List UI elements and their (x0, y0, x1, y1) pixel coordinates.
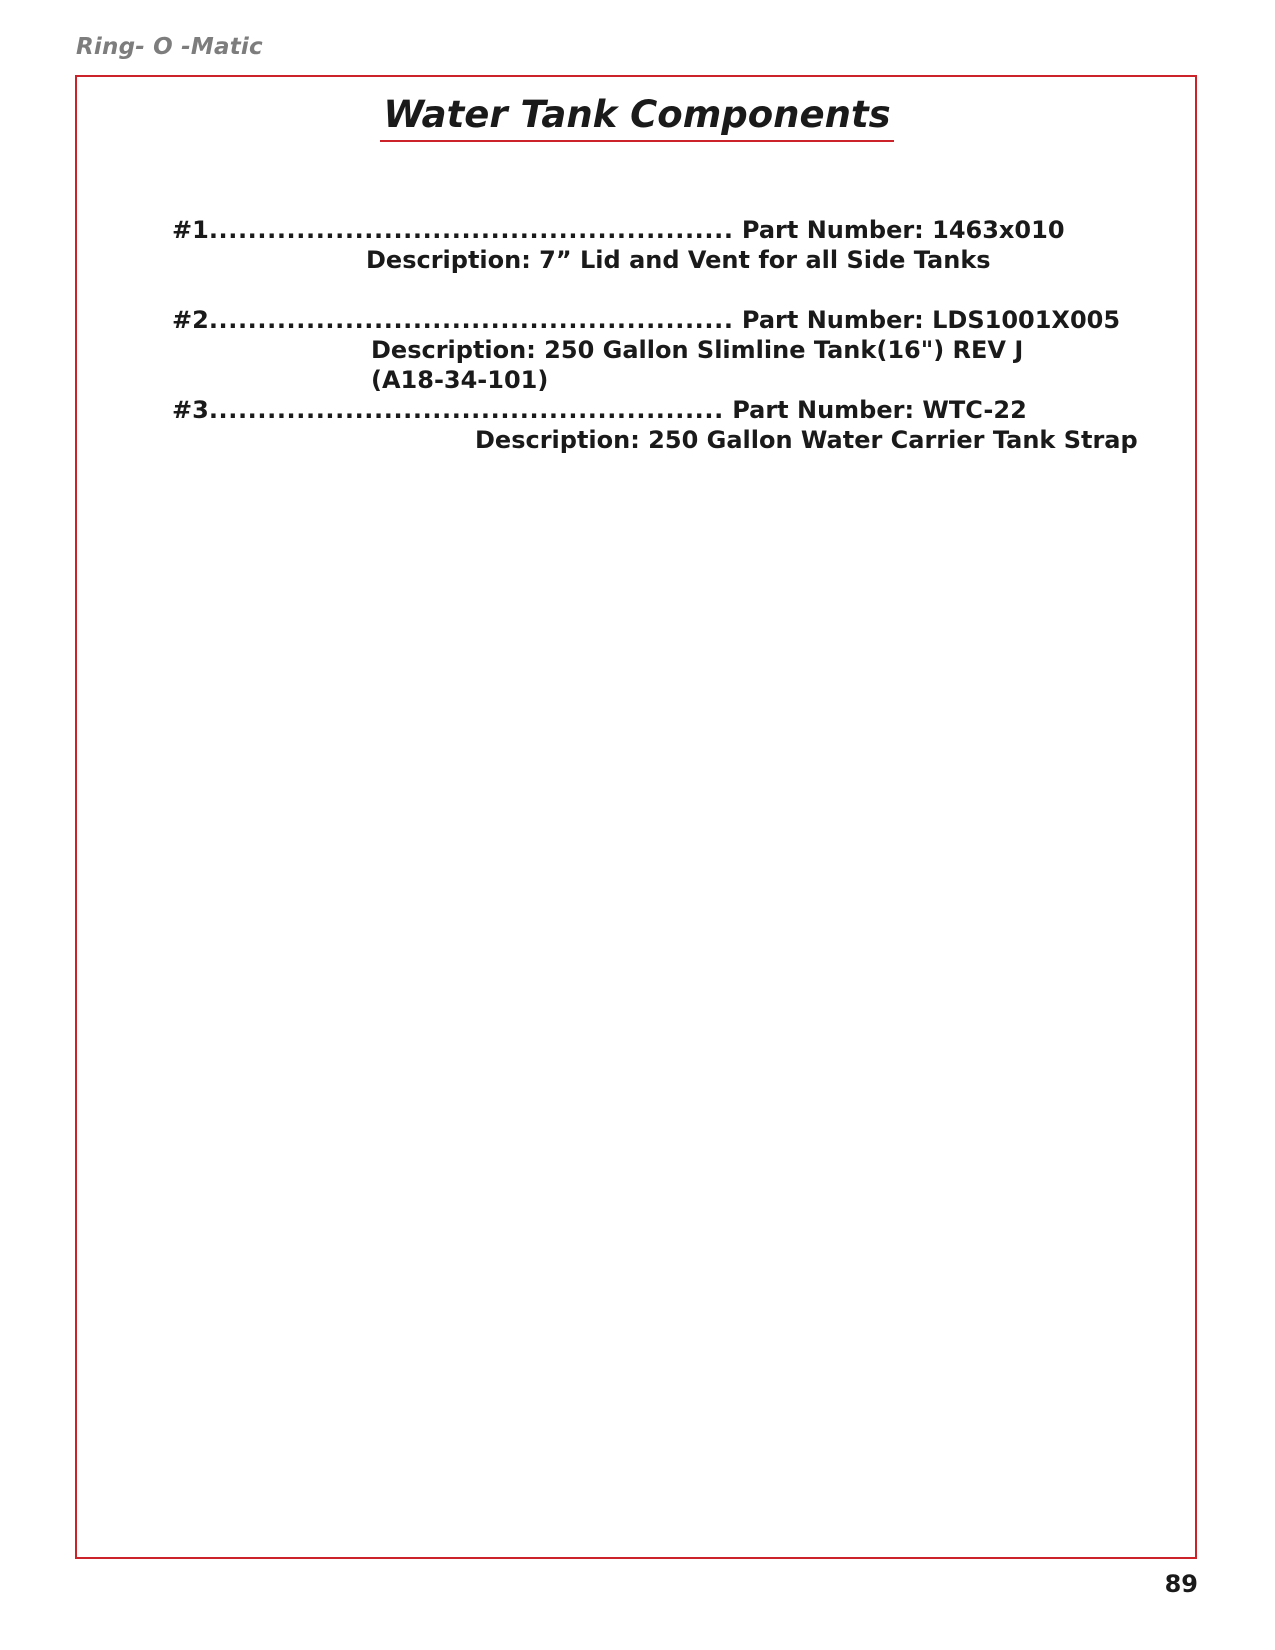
part-2-line (172, 305, 1120, 335)
page-number: 89 (1164, 1570, 1198, 1598)
part-3-description: Description: 250 Gallon Water Carrier Tank Strap (475, 426, 1138, 454)
part-1-leader: ...................................................... (208, 216, 734, 244)
brand-header: Ring- O -Matic (76, 34, 263, 60)
page-frame (75, 75, 1197, 1559)
part-1-part-number: Part Number: 1463x010 (741, 216, 1065, 244)
part-3-number: #3 (172, 396, 209, 424)
part-3-part-number: Part Number: WTC-22 (732, 396, 1027, 424)
part-1-number: #1 (172, 216, 209, 244)
part-2-number: #2 (172, 306, 209, 334)
part-3-line (172, 395, 1027, 425)
part-2-leader: ...................................................... (208, 306, 734, 334)
part-2-part-number: Part Number: LDS1001X005 (741, 306, 1121, 334)
part-2-description: Description: 250 Gallon Slimline Tank(16") REV J (371, 336, 1024, 364)
part-2-description-line2: (A18-34-101) (371, 366, 549, 394)
part-1-description: Description: 7” Lid and Vent for all Side Tanks (366, 246, 991, 274)
part-3-leader: ..................................................... (208, 396, 724, 424)
page-title: Water Tank Components (380, 92, 894, 142)
part-1-line (172, 215, 1065, 245)
